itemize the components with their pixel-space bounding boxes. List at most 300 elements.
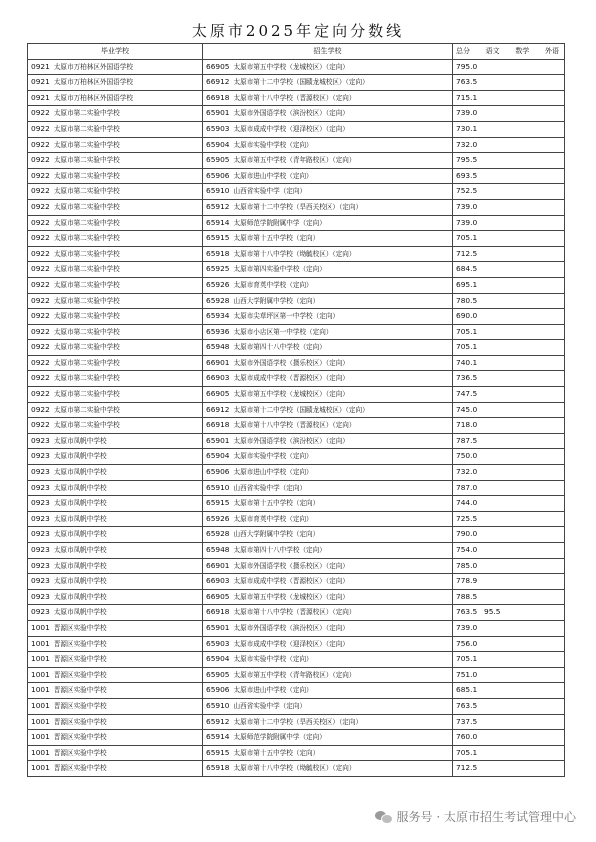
admitting-school-cell [203,418,453,434]
graduate-school-code: 0921 [31,92,50,102]
chinese-score [484,75,512,90]
admitting-school-name: 太原市第十五中学校（定向） [233,499,320,508]
admitting-school-name: 太原市进山中学校（定向） [233,171,313,180]
graduate-school-cell [28,449,203,465]
graduate-school-code: 0923 [31,529,50,539]
graduate-school-cell [28,496,203,512]
graduate-school-name: 太原市万柏林区外国语学校 [53,93,133,102]
graduate-school-cell [28,511,203,527]
total-score: 754.0 [456,545,478,554]
graduate-school-name: 太原市第二实验中学校 [53,421,120,430]
graduate-school-cell [28,387,203,403]
score-cell [453,761,565,777]
graduate-school-name: 太原市第二实验中学校 [53,343,120,352]
score-cell [453,75,565,91]
total-score: 715.1 [456,92,478,102]
graduate-school-code: 0922 [31,326,50,336]
score-cell [453,558,565,574]
table-row [28,106,565,122]
admitting-school-code: 65903 [206,123,230,133]
score-cell [453,59,565,75]
admitting-school-code: 66905 [206,61,230,71]
score-cell [453,465,565,481]
admitting-school-cell [203,402,453,418]
table-row [28,371,565,387]
admitting-school-name: 太原市第十二中学校（旱西关校区）（定向） [233,202,363,211]
admitting-school-code: 65915 [206,747,230,757]
score-cell [453,121,565,137]
total-score: 718.0 [456,420,478,430]
admitting-school-code: 65910 [206,700,230,710]
graduate-school-name: 晋源区实验中学校 [53,748,107,757]
chinese-score [484,231,512,246]
admitting-school-cell [203,683,453,699]
graduate-school-cell [28,402,203,418]
table-row [28,433,565,449]
graduate-school-cell [28,480,203,496]
graduate-school-code: 0923 [31,467,50,477]
graduate-school-name: 太原市第二实验中学校 [53,265,120,274]
graduate-school-code: 1001 [31,716,50,726]
score-table [27,43,565,777]
admitting-school-name: 太原市成成中学校（晋源校区）（定向） [233,577,349,586]
admitting-school-code: 65928 [206,295,230,305]
admitting-school-code: 66903 [206,373,230,383]
graduate-school-cell [28,558,203,574]
admitting-school-code: 65903 [206,638,230,648]
total-score: 756.0 [456,638,478,648]
score-cell [453,543,565,559]
admitting-school-cell [203,636,453,652]
graduate-school-name: 太原市凤帆中学校 [53,436,107,445]
score-cell [453,137,565,153]
chinese-score [484,590,512,605]
graduate-school-name: 太原市第二实验中学校 [53,405,120,414]
score-cell [453,433,565,449]
graduate-school-cell [28,168,203,184]
admitting-school-cell [203,698,453,714]
graduate-school-cell [28,698,203,714]
score-cell [453,683,565,699]
table-row [28,246,565,262]
total-score: 705.1 [456,747,478,757]
score-cell [453,480,565,496]
admitting-school-cell [203,480,453,496]
graduate-school-code: 0922 [31,404,50,414]
total-score: 740.1 [456,357,478,367]
score-cell [453,652,565,668]
graduate-school-cell [28,652,203,668]
score-cell [453,168,565,184]
admitting-school-code: 66918 [206,92,230,102]
admitting-school-code: 65912 [206,201,230,211]
admitting-school-name: 太原市第十二中学校（国赜龙城校区）（定向） [233,405,369,414]
graduate-school-code: 1001 [31,685,50,695]
score-cell [453,605,565,621]
total-score: 760.0 [456,732,478,742]
total-score: 739.0 [456,217,478,227]
chinese-score [484,761,512,776]
graduate-school-name: 晋源区实验中学校 [53,733,107,742]
total-score: 739.0 [456,201,478,211]
admitting-school-code: 65936 [206,326,230,336]
table-row [28,527,565,543]
graduate-school-cell [28,667,203,683]
score-cell [453,402,565,418]
graduate-school-name: 太原市第二实验中学校 [53,249,120,258]
total-score: 736.5 [456,373,478,383]
graduate-school-code: 0923 [31,576,50,586]
admitting-school-cell [203,90,453,106]
header-total: 总分 [456,47,470,55]
total-score: 732.0 [456,139,478,149]
graduate-school-code: 1001 [31,747,50,757]
chinese-score [484,543,512,558]
graduate-school-cell [28,262,203,278]
total-score: 785.0 [456,560,478,570]
graduate-school-code: 0922 [31,123,50,133]
header-english: 外语 [544,47,559,55]
admitting-school-code: 66912 [206,404,230,414]
table-row [28,574,565,590]
graduate-school-cell [28,75,203,91]
table-row [28,199,565,215]
admitting-school-cell [203,574,453,590]
chinese-score [484,169,512,184]
chinese-score: 95.5 [484,607,501,617]
admitting-school-code: 65904 [206,654,230,664]
table-row [28,309,565,325]
total-score: 787.0 [456,482,478,492]
table-body [28,59,565,776]
graduate-school-cell [28,433,203,449]
total-score: 763.5 [456,607,478,617]
admitting-school-cell [203,527,453,543]
admitting-school-name: 太原市小店区第一中学校（定向） [233,327,333,336]
graduate-school-name: 太原市第二实验中学校 [53,296,120,305]
admitting-school-code: 66905 [206,591,230,601]
admitting-school-code: 65901 [206,435,230,445]
chinese-score [484,574,512,589]
score-cell [453,511,565,527]
chinese-score [484,340,512,355]
graduate-school-cell [28,636,203,652]
score-cell [453,667,565,683]
graduate-school-code: 0922 [31,170,50,180]
graduate-school-name: 太原市凤帆中学校 [53,483,107,492]
admitting-school-cell [203,184,453,200]
graduate-school-cell [28,90,203,106]
admitting-school-code: 65914 [206,217,230,227]
table-row [28,496,565,512]
admitting-school-cell [203,387,453,403]
admitting-school-code: 65904 [206,451,230,461]
admitting-school-code: 66918 [206,420,230,430]
admitting-school-cell [203,231,453,247]
graduate-school-name: 太原市万柏林区外国语学校 [53,78,133,87]
table-row [28,465,565,481]
admitting-school-cell [203,106,453,122]
admitting-school-name: 太原市外国语学校（滨汾校区）（定向） [233,109,349,118]
footer-watermark [375,808,576,825]
table-row [28,75,565,91]
graduate-school-cell [28,355,203,371]
graduate-school-cell [28,605,203,621]
admitting-school-code: 65906 [206,685,230,695]
admitting-school-name: 太原市育英中学校（定向） [233,514,313,523]
chinese-score [484,730,512,745]
table-row [28,449,565,465]
table-row [28,543,565,559]
table-row [28,121,565,137]
total-score: 705.1 [456,233,478,243]
graduate-school-code: 0922 [31,248,50,258]
total-score: 732.0 [456,467,478,477]
total-score: 705.1 [456,326,478,336]
chinese-score [484,200,512,215]
graduate-school-code: 0922 [31,373,50,383]
table-row [28,90,565,106]
table-row [28,745,565,761]
score-cell [453,90,565,106]
score-cell [453,574,565,590]
table-row [28,59,565,75]
admitting-school-code: 65928 [206,529,230,539]
graduate-school-name: 太原市第二实验中学校 [53,202,120,211]
admitting-school-name: 太原市第十八中学校（坳毓校区）（定向） [233,764,356,773]
graduate-school-cell [28,293,203,309]
table-row [28,293,565,309]
admitting-school-name: 山西大学附属中学校（定向） [233,296,320,305]
table-row [28,698,565,714]
admitting-school-cell [203,730,453,746]
table-row [28,511,565,527]
table-row [28,262,565,278]
graduate-school-name: 太原市凤帆中学校 [53,592,107,601]
admitting-school-code: 66912 [206,77,230,87]
chinese-score [484,668,512,683]
score-cell [453,589,565,605]
graduate-school-code: 1001 [31,638,50,648]
admitting-school-cell [203,293,453,309]
graduate-school-cell [28,527,203,543]
admitting-school-code: 65910 [206,482,230,492]
admitting-school-cell [203,277,453,293]
total-score: 788.5 [456,591,478,601]
graduate-school-code: 0921 [31,61,50,71]
graduate-school-name: 太原市第二实验中学校 [53,327,120,336]
score-cell [453,153,565,169]
chinese-score [484,91,512,106]
score-cell [453,698,565,714]
chinese-score [484,746,512,761]
graduate-school-name: 晋源区实验中学校 [53,701,107,710]
admitting-school-cell [203,262,453,278]
admitting-school-name: 太原市第十八中学校（晋源校区）（定向） [233,93,356,102]
graduate-school-code: 0922 [31,217,50,227]
score-cell [453,371,565,387]
graduate-school-code: 0922 [31,357,50,367]
admitting-school-cell [203,324,453,340]
graduate-school-code: 0922 [31,389,50,399]
admitting-school-name: 太原市第五中学校（青年路校区）（定向） [233,670,356,679]
admitting-school-name: 太原市成成中学校（迎泽校区）（定向） [233,639,349,648]
chinese-score [484,621,512,636]
score-cell [453,636,565,652]
chinese-score [484,356,512,371]
chinese-score [484,699,512,714]
admitting-school-name: 太原市实验中学校（定向） [233,452,313,461]
table-row [28,652,565,668]
score-cell [453,199,565,215]
table-row [28,355,565,371]
graduate-school-code: 0923 [31,498,50,508]
score-cell [453,496,565,512]
admitting-school-code: 65901 [206,108,230,118]
graduate-school-code: 0923 [31,545,50,554]
table-row [28,277,565,293]
graduate-school-cell [28,543,203,559]
graduate-school-cell [28,277,203,293]
score-cell [453,262,565,278]
graduate-school-code: 0922 [31,420,50,430]
admitting-school-name: 太原师范学院附属中学（定向） [233,218,326,227]
score-cell [453,387,565,403]
total-score: 795.5 [456,155,478,165]
admitting-school-name: 太原市进山中学校（定向） [233,686,313,695]
admitting-school-code: 65905 [206,155,230,165]
total-score: 730.1 [456,123,478,133]
graduate-school-code: 1001 [31,669,50,679]
header-graduate-school: 毕业学校 [28,44,203,60]
admitting-school-code: 65926 [206,513,230,523]
graduate-school-name: 太原市万柏林区外国语学校 [53,62,133,71]
graduate-school-name: 晋源区实验中学校 [53,686,107,695]
chinese-score [484,652,512,667]
table-row [28,324,565,340]
graduate-school-cell [28,745,203,761]
header-admitting-school: 招生学校 [203,44,453,60]
admitting-school-code: 65934 [206,311,230,321]
score-cell [453,730,565,746]
admitting-school-cell [203,511,453,527]
graduate-school-code: 1001 [31,700,50,710]
graduate-school-name: 太原市凤帆中学校 [53,499,107,508]
graduate-school-name: 太原市第二实验中学校 [53,140,120,149]
graduate-school-code: 0923 [31,607,50,617]
table-row [28,761,565,777]
total-score: 712.5 [456,763,478,773]
admitting-school-cell [203,199,453,215]
table-row [28,480,565,496]
score-cell [453,340,565,356]
graduate-school-name: 太原市第二实验中学校 [53,187,120,196]
graduate-school-name: 太原市第二实验中学校 [53,390,120,399]
graduate-school-code: 1001 [31,622,50,632]
graduate-school-name: 晋源区实验中学校 [53,623,107,632]
graduate-school-name: 太原市第二实验中学校 [53,109,120,118]
admitting-school-name: 太原市第四实验中学校（定向） [233,265,326,274]
table-row [28,215,565,231]
admitting-school-cell [203,745,453,761]
admitting-school-name: 太原市成成中学校（迎泽校区）（定向） [233,124,349,133]
score-cell [453,745,565,761]
admitting-school-code: 65912 [206,716,230,726]
admitting-school-cell [203,558,453,574]
chinese-score [484,216,512,231]
score-cell [453,106,565,122]
table-row [28,153,565,169]
admitting-school-name: 太原市外国语学校（滨汾校区）（定向） [233,436,349,445]
score-cell [453,714,565,730]
graduate-school-cell [28,231,203,247]
admitting-school-code: 66918 [206,607,230,617]
chinese-score [484,153,512,168]
graduate-school-code: 0921 [31,77,50,87]
admitting-school-code: 66905 [206,389,230,399]
admitting-school-cell [203,246,453,262]
admitting-school-code: 65925 [206,264,230,274]
total-score: 747.5 [456,389,478,399]
score-cell [453,277,565,293]
admitting-school-code: 66901 [206,357,230,367]
graduate-school-cell [28,153,203,169]
table-header-row [28,44,565,60]
graduate-school-cell [28,106,203,122]
total-score: 684.5 [456,264,478,274]
graduate-school-cell [28,465,203,481]
chinese-score [484,371,512,386]
admitting-school-cell [203,589,453,605]
total-score: 745.0 [456,404,478,414]
graduate-school-code: 0922 [31,108,50,118]
score-cell [453,309,565,325]
chinese-score [484,247,512,262]
score-cell [453,246,565,262]
chinese-score [484,512,512,527]
admitting-school-name: 太原市实验中学校（定向） [233,140,313,149]
admitting-school-code: 65914 [206,732,230,742]
total-score: 690.0 [456,311,478,321]
graduate-school-name: 太原市第二实验中学校 [53,218,120,227]
chinese-score [484,449,512,464]
header-chinese: 语文 [485,47,500,55]
admitting-school-code: 65915 [206,233,230,243]
admitting-school-name: 太原市第十五中学校（定向） [233,234,320,243]
total-score: 763.5 [456,77,478,87]
graduate-school-name: 太原市凤帆中学校 [53,514,107,523]
chinese-score [484,496,512,511]
admitting-school-name: 太原市育英中学校（定向） [233,280,313,289]
score-cell [453,527,565,543]
graduate-school-cell [28,309,203,325]
admitting-school-name: 太原市第十八中学校（晋源校区）（定向） [233,608,356,617]
chinese-score [484,559,512,574]
graduate-school-name: 太原市凤帆中学校 [53,452,107,461]
table-row [28,387,565,403]
graduate-school-cell [28,246,203,262]
admitting-school-code: 65926 [206,279,230,289]
admitting-school-cell [203,449,453,465]
admitting-school-cell [203,605,453,621]
graduate-school-code: 0923 [31,435,50,445]
admitting-school-name: 太原市第十五中学校（定向） [233,748,320,757]
table-row [28,184,565,200]
graduate-school-code: 0922 [31,342,50,352]
admitting-school-code: 65918 [206,248,230,258]
score-cell [453,184,565,200]
admitting-school-cell [203,215,453,231]
